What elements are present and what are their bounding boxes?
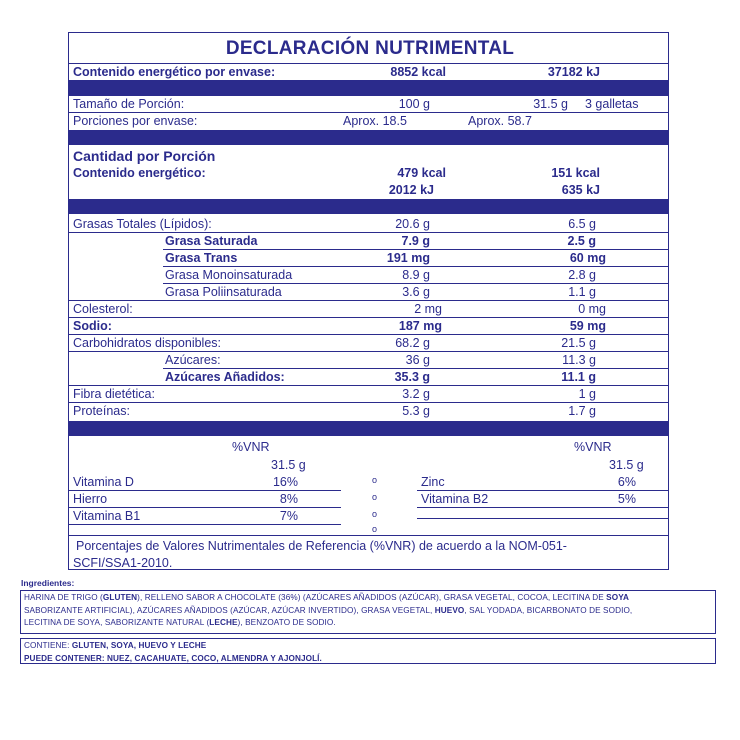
divider [69,385,668,386]
section-bar [69,81,668,96]
ingredient-text: ), RELLENO SABOR A CHOCOLATE (36%) (AZÚCARES AÑADIDOS (AZÚCAR), GRASA VEGETAL, COCOA, LECITINA DE [137,593,607,602]
nutrient-100-trans: 191 mg [386,251,430,265]
divider [163,283,668,284]
mineral-label-iron: Hierro [73,492,108,506]
nutrient-portion-trans: 60 mg [569,251,606,265]
vitamin-label-d: Vitamina D [73,475,134,489]
allergen-text: LECHE [209,618,238,627]
ingredient-text: HARINA DE TRIGO ( [24,593,103,602]
mineral-value-zinc: 6% [617,475,636,489]
divider [163,266,668,267]
nutrient-portion-carbs: 21.5 g [561,336,596,350]
divider [417,490,668,491]
divider [69,334,668,335]
divider [69,490,341,491]
servings-portion: Aprox. 58.7 [468,114,532,128]
vnr-footnote-line2: SCFI/SSA1-2010. [73,556,173,570]
vitamin-label-b1: Vitamina B1 [73,509,141,523]
may-contain-line: PUEDE CONTENER: NUEZ, CACAHUATE, COCO, ALMENDRA Y AJONJOLÍ. [24,653,322,663]
divider [69,507,341,508]
portion-size-100: 100 g [398,97,430,111]
energy-package-label: Contenido energético por envase: [73,65,276,79]
nutrient-100-sugars: 36 g [405,353,430,367]
mineral-value-iron: 8% [279,492,298,506]
divider [69,112,668,113]
separator-dot: o [372,475,378,485]
nutrient-100-cholesterol: 2 mg [414,302,442,316]
nutrient-portion-protein: 1.7 g [568,404,596,418]
ingredients-box [20,590,716,634]
per-portion-kj-portion: 635 kJ [561,183,600,197]
nutrient-label-mono: Grasa Monoinsaturada [165,268,293,282]
separator-dot: o [372,524,378,534]
per-portion-kcal-portion: 151 kcal [551,166,600,180]
nutrient-label-trans: Grasa Trans [165,251,238,265]
nutrient-portion-mono: 2.8 g [568,268,596,282]
vitamin-value-b2: 5% [617,492,636,506]
vnr-header-left: %VNR [232,440,270,454]
per-portion-energy-label: Contenido energético: [73,166,206,180]
vitamin-label-b2: Vitamina B2 [421,492,489,506]
vnr-header-right: %VNR [574,440,612,454]
nutrient-portion-total-fat: 6.5 g [568,217,596,231]
vitamin-value-b1: 7% [279,509,298,523]
allergen-text: GLUTEN [102,593,138,602]
portion-size-portion: 31.5 g [533,97,568,111]
per-portion-kcal-100: 479 kcal [397,166,446,180]
ingredient-text: SABORIZANTE ARTIFICIAL), AZÚCARES AÑADIDOS (AZÚCAR, AZÚCAR INVERTIDO), GRASA VEGETAL, [24,605,435,615]
divider [69,535,668,536]
allergens-box [20,638,716,664]
vnr-footnote-line1: Porcentajes de Valores Nutrimentales de Referencia (%VNR) de acuerdo a la NOM-051- [76,539,567,553]
divider [69,63,668,64]
allergen-text: SOYA [606,593,630,602]
nutrient-portion-poly: 1.1 g [568,285,596,299]
per-portion-heading: Cantidad por Porción [73,148,216,164]
servings-label: Porciones por envase: [73,114,198,128]
contains-value: GLUTEN, SOYA, HUEVO Y LECHE [71,641,207,650]
nutrient-label-total-fat: Grasas Totales (Lípidos): [73,217,212,231]
nutrient-100-total-fat: 20.6 g [395,217,430,231]
section-bar [69,199,668,214]
ingredients-line [24,592,712,605]
divider [69,317,668,318]
allergen-text: HUEVO [434,605,465,615]
divider [69,351,668,352]
ingredient-text: LECITINA DE SOYA, SABORIZANTE NATURAL ( [24,618,210,627]
nutrient-100-fiber: 3.2 g [402,387,430,401]
nutrient-100-sodium: 187 mg [398,319,442,333]
nutrient-label-cholesterol: Colesterol: [73,302,133,316]
portion-size-label: Tamaño de Porción: [73,97,185,111]
per-portion-kj-100: 2012 kJ [388,183,434,197]
nutrient-label-poly: Grasa Poliinsaturada [165,285,282,299]
nutrient-100-mono: 8.9 g [402,268,430,282]
vitamin-value-d: 16% [272,475,298,489]
contains-label: CONTIENE: [24,641,72,650]
nutrient-100-added-sugars: 35.3 g [394,370,430,384]
vnr-portion-left: 31.5 g [271,458,306,472]
nutrient-label-sugars: Azúcares: [165,353,221,367]
divider [69,232,668,233]
energy-package-kcal: 8852 kcal [390,65,446,79]
nutrient-100-carbs: 68.2 g [395,336,430,350]
nutrient-label-carbs: Carbohidratos disponibles: [73,336,222,350]
nutrient-label-fiber: Fibra dietética: [73,387,155,401]
nutrient-100-saturated: 7.9 g [401,234,430,248]
nutrient-portion-added-sugars: 11.1 g [561,370,596,384]
nutrient-portion-sugars: 11.3 g [562,353,596,367]
ingredients-line [24,617,712,630]
divider [417,507,668,508]
section-bar [69,421,668,436]
panel-title: DECLARACIÓN NUTRIMENTAL [225,38,515,59]
divider [417,518,668,519]
servings-100: Aprox. 18.5 [343,114,407,128]
nutrient-label-protein: Proteínas: [73,404,130,418]
nutrient-portion-cholesterol: 0 mg [578,302,606,316]
ingredient-text: ), BENZOATO DE SODIO. [237,618,336,627]
separator-dot: o [372,509,378,519]
portion-size-units: 3 galletas [585,97,639,111]
ingredients-heading: Ingredientes: [21,578,75,588]
divider [163,368,668,369]
nutrient-label-sodium: Sodio: [73,319,112,333]
divider [69,402,668,403]
divider [69,524,341,525]
ingredients-line [24,605,712,618]
nutrient-portion-saturated: 2.5 g [567,234,596,248]
nutrient-portion-sodium: 59 mg [569,319,606,333]
nutrient-label-added-sugars: Azúcares Añadidos: [165,370,285,384]
section-bar [69,130,668,145]
vnr-portion-right: 31.5 g [609,458,644,472]
ingredient-text: , SAL YODADA, BICARBONATO DE SODIO, [464,605,633,615]
contains-line [24,640,712,653]
nutrient-100-poly: 3.6 g [402,285,430,299]
nutrient-100-protein: 5.3 g [402,404,430,418]
nutrient-label-saturated: Grasa Saturada [165,234,258,248]
separator-dot: o [372,492,378,502]
mineral-label-zinc: Zinc [421,475,445,489]
energy-package-kj: 37182 kJ [547,65,600,79]
divider [163,249,668,250]
divider [69,300,668,301]
nutrient-portion-fiber: 1 g [578,387,596,401]
